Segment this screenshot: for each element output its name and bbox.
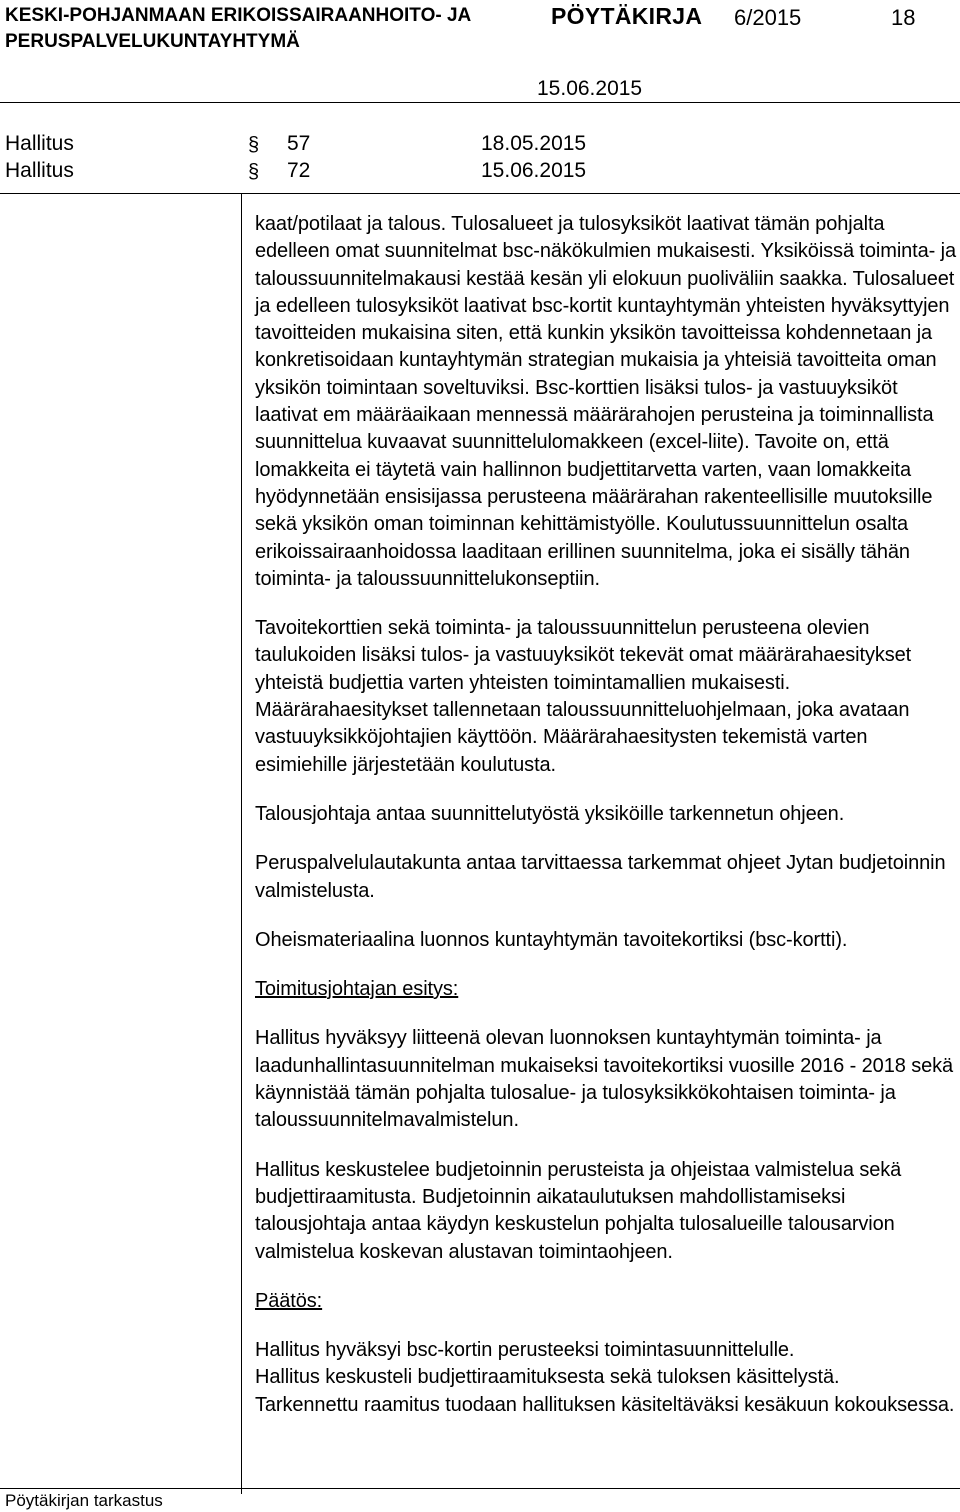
document-body [255, 211, 960, 1419]
history-row [0, 157, 660, 184]
body-paragraph: Tavoitekorttien sekä toiminta- ja taloussuunnittelun perusteena olevien taulukoiden lisäksi tulos- ja vastuuyksiköt tekevät omat määrärahaesitykset yhteistä budjettia varten yhteisten toimintamallien mukaisesti. Määrärahaesitykset tallennetaan taloussuunnitteluohjelmaan, joka avataan vastuuyksikköjohtajien käyttöön. Määrärahaesitysten tekemistä varten esimiehille järjestetään koulutusta. [255, 617, 912, 776]
body-paragraph: Talousjohtaja antaa suunnittelutyöstä yksiköille tarkennetun ohjeen. [255, 802, 845, 825]
history-date: 18.05.2015 [481, 132, 587, 155]
footer-label: Pöytäkirjan tarkastus [5, 1491, 163, 1510]
history-row [0, 130, 660, 157]
decision-heading: Päätös: [255, 1289, 323, 1312]
organization-name [5, 3, 471, 55]
decision-line: Hallitus hyväksyi bsc-kortin perusteeksi toimintasuunnittelulle. [255, 1339, 795, 1362]
proposal-paragraph: Hallitus hyväksyy liitteenä olevan luonnoksen kuntayhtymän toiminta- ja laadunhallintasuunnitelman mukaiseksi tavoitekortiksi vuosille 2016 - 2018 sekä käynnistää tämän pohjalta tulosalue- ja tulosyksikkökohtaisen toiminta- ja taloussuunnitelmavalmistelun. [255, 1027, 954, 1132]
history-section-number: 72 [287, 159, 311, 182]
organization-name-line2: PERUSPALVELUKUNTAYHTYMÄ [5, 31, 300, 52]
proposal-heading: Toimitusjohtajan esitys: [255, 978, 459, 1001]
meeting-date: 15.06.2015 [537, 77, 643, 100]
organization-name-line1: KESKI-POHJANMAAN ERIKOISSAIRAANHOITO- JA [5, 5, 472, 26]
body-paragraph: kaat/potilaat ja talous. Tulosalueet ja tulosyksiköt laativat tämän pohjalta edelleen omat suunnitelmat bsc-näkökulmien mukaisesti. Yksiköissä toiminta- ja taloussuunnitelmakausi kestää kesän yli elokuun puoliväliin saakka. Tulosalueet ja edelleen tulosyksiköt laativat bsc-kortit kuntayhtymän yhteisten hyväksyttyjen tavoitteiden mukaisina siten, että kunkin yksikön tavoitteissa kohdennetaan ja konkretisoidaan kuntayhtymän strategian mukaisia ja yhteisiä tavoitteita oman yksikön toimintaan soveltuviksi. Bsc-korttien lisäksi tulos- ja vastuuyksiköt laativat em määräaikaan mennessä määrärahojen perusteina ja toiminnallista suunnittelua kuvaavat suunnittelulomakkeen (excel-liite). Tavoite on, että lomakkeita ei täytetä vain hallinnon budjettitarvetta varten, vaan lomakkeita hyödynnetään ensisijassa perusteena määrärahan rakenteellisille muutoksille sekä yksikön oman toiminnan kehittämistyölle. Koulutussuunnittelun osalta erikoissairaanhoidossa laaditaan erillinen suunnitelma, joka ei sisälly tähän toiminta- ja taloussuunnittelukonseptiin. [255, 213, 957, 590]
proposal-paragraph: Hallitus keskustelee budjetoinnin perusteista ja ohjeistaa valmistelua sekä budjettiraamitusta. Budjetoinnin aikataulutuksen mahdollistamiseksi talousjohtaja antaa käydyn keskustelun pohjalta tulosalueille talousarvion valmistelua koskevan alustavan toimintaohjeen. [255, 1158, 902, 1263]
issue-number: 6/2015 [734, 5, 802, 30]
decision-line: Hallitus keskusteli budjettiraamituksesta sekä tuloksen käsittelystä. [255, 1366, 840, 1389]
decision-line: Tarkennettu raamitus tuodaan hallituksen käsiteltäväksi kesäkuun kokouksessa. [255, 1393, 955, 1416]
history-date: 15.06.2015 [481, 159, 587, 182]
section-sign-icon: § [248, 134, 260, 156]
history-body: Hallitus [5, 159, 74, 182]
header-divider [0, 102, 960, 103]
body-paragraph: Peruspalvelulautakunta antaa tarvittaessa tarkemmat ohjeet Jytan budjetoinnin valmistelusta. [255, 852, 946, 902]
body-paragraph: Oheismateriaalina luonnos kuntayhtymän tavoitekortiksi (bsc-kortti). [255, 928, 848, 951]
document-type: PÖYTÄKIRJA [551, 3, 703, 29]
section-divider [0, 193, 960, 194]
history-body: Hallitus [5, 132, 74, 155]
footer-divider [0, 1488, 960, 1489]
margin-divider [241, 194, 242, 1494]
history-section-number: 57 [287, 132, 311, 155]
page-number: 18 [891, 5, 916, 30]
section-sign-icon: § [248, 161, 260, 183]
